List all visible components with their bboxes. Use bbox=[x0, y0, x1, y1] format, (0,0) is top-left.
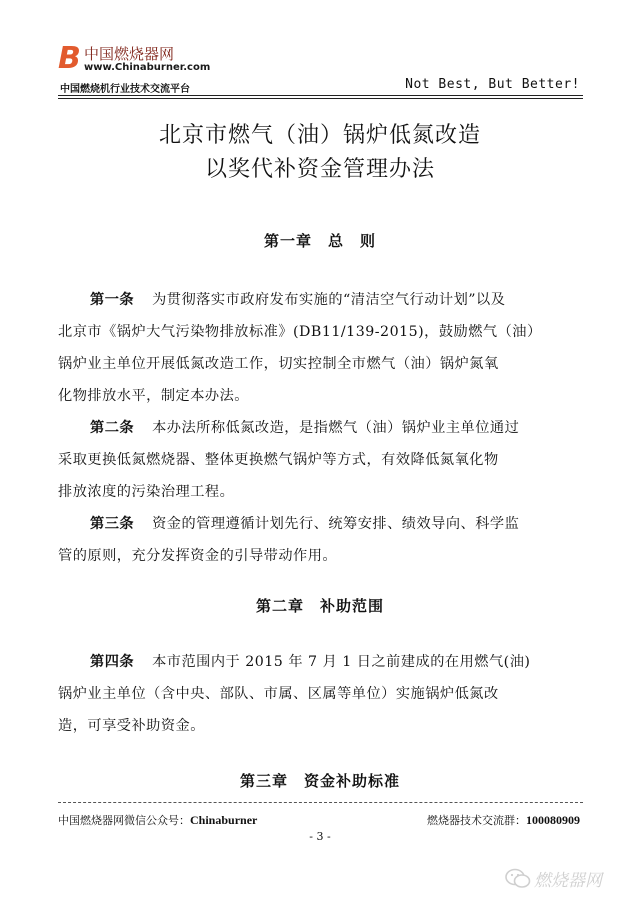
article-line: 造，可享受补助资金。 bbox=[58, 718, 205, 734]
article-text: 资金的管理遵循计划先行、统筹安排、绩效导向、科学监 bbox=[152, 516, 520, 532]
document-title-line1: 北京市燃气（油）锅炉低氮改造 bbox=[158, 123, 481, 148]
footer-wechat-label: 中国燃烧器网微信公众号： bbox=[58, 814, 190, 827]
wechat-icon bbox=[505, 868, 531, 890]
article-label: 第三条 bbox=[90, 516, 135, 532]
footer-wechat bbox=[58, 812, 257, 828]
article-line bbox=[90, 290, 620, 310]
article-text: 为贯彻落实市政府发布实施的“清洁空气行动计划”以及 bbox=[152, 292, 506, 308]
article-label: 第四条 bbox=[90, 654, 135, 670]
article-line: 北京市《锅炉大气污染物排放标准》(DB11/139-2015)，鼓励燃气（油） bbox=[58, 324, 542, 340]
article-label: 第二条 bbox=[90, 420, 135, 436]
header-rule-thin bbox=[58, 98, 583, 99]
header-rule bbox=[58, 95, 583, 96]
article-line: 锅炉业主单位开展低氮改造工作，切实控制全市燃气（油）锅炉氮氧 bbox=[58, 356, 499, 372]
article-line: 化物排放水平，制定本办法。 bbox=[58, 388, 249, 404]
site-name: 中国燃烧器网 bbox=[84, 45, 175, 63]
site-subtitle: 中国燃烧机行业技术交流平台 bbox=[60, 84, 190, 95]
article-text: 本办法所称低氮改造，是指燃气（油）锅炉业主单位通过 bbox=[152, 420, 520, 436]
document-title-line2: 以奖代补资金管理办法 bbox=[204, 157, 435, 182]
article-line: 采取更换低氮燃烧器、整体更换燃气锅炉等方式，有效降低氮氧化物 bbox=[58, 452, 499, 468]
slogan: Not Best, But Better! bbox=[405, 77, 580, 92]
chapter-heading: 第二章 补助范围 bbox=[255, 597, 384, 615]
footer-group-id: 100080909 bbox=[526, 813, 580, 827]
chapter-heading: 第三章 资金补助标准 bbox=[239, 772, 400, 790]
footer-rule bbox=[58, 802, 583, 803]
article-label: 第一条 bbox=[90, 292, 135, 308]
chapter-heading: 第一章 总 则 bbox=[263, 232, 376, 250]
logo-mark: B bbox=[58, 41, 81, 76]
page-number: - 3 - bbox=[309, 830, 331, 843]
footer-group-label: 燃烧器技术交流群： bbox=[427, 814, 526, 827]
footer-group bbox=[427, 812, 580, 828]
article-line bbox=[90, 652, 620, 672]
watermark-text: 燃烧器网 bbox=[534, 871, 602, 891]
article-text: 本市范围内于 2015 年 7 月 1 日之前建成的在用燃气(油) bbox=[152, 654, 531, 670]
article-line bbox=[90, 418, 620, 438]
article-line: 锅炉业主单位（含中央、部队、市属、区属等单位）实施锅炉低氮改 bbox=[58, 686, 499, 702]
footer-wechat-id: Chinaburner bbox=[190, 813, 258, 827]
article-line: 排放浓度的污染治理工程。 bbox=[58, 484, 235, 500]
site-url: www.Chinaburner.com bbox=[84, 62, 211, 73]
article-line: 管的原则，充分发挥资金的引导带动作用。 bbox=[58, 548, 338, 564]
article-line bbox=[90, 514, 620, 534]
